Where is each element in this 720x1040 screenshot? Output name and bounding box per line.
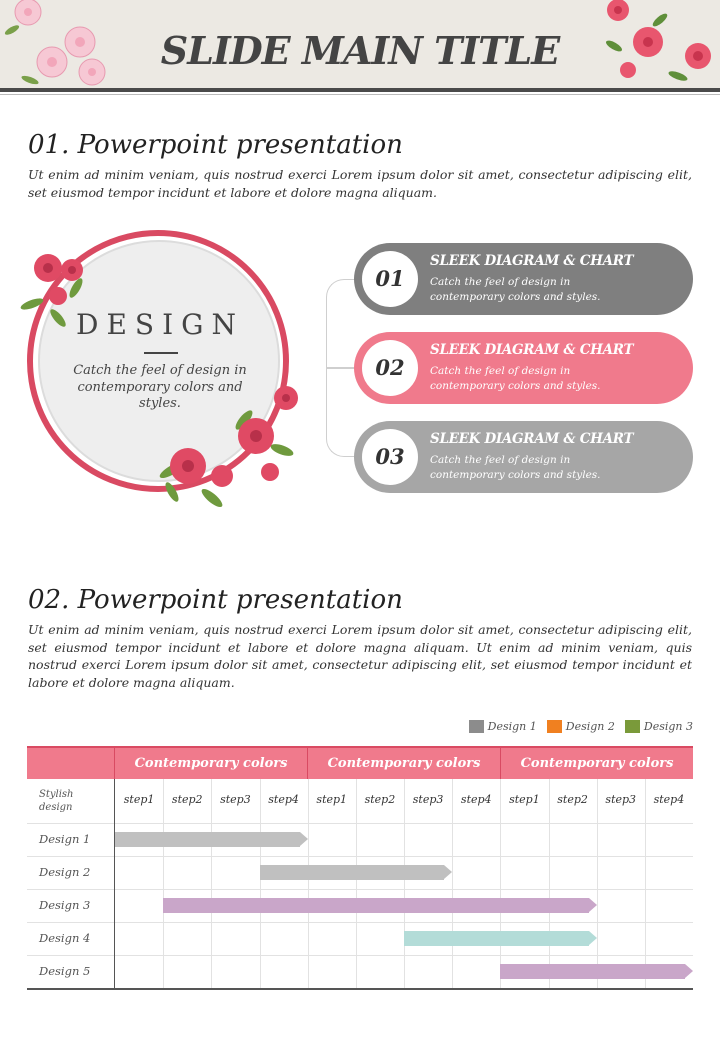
item-number: 01 <box>362 251 418 307</box>
gantt-bar <box>404 931 589 946</box>
section2-body: Ut enim ad minim veniam, quis nostrud exerci Lorem ipsum dolor sit amet, consectetur adipiscing elit, set eiusmod tempor incidunt et labore et dolore magna aliquam. Ut enim ad minim veniam, quis nostrud exerci Lorem ipsum dolor sit amet, consectetur adipiscing elit, set eiusmod tempor incidunt et labore et dolore magna aliquam. <box>28 622 692 690</box>
gantt-row-label: Design 4 <box>39 931 91 945</box>
design-heading: DESIGN <box>76 308 244 341</box>
gantt-step-label: step2 <box>364 793 396 806</box>
gantt-bar <box>500 964 685 979</box>
design-divider <box>144 352 178 354</box>
gantt-grid-line <box>163 779 164 989</box>
gantt-row-line <box>27 955 693 956</box>
item-number: 02 <box>362 340 418 396</box>
flower-cluster-circle-top <box>18 248 92 328</box>
gantt-group-header: Contemporary colors <box>134 756 288 771</box>
gantt-row-label: Design 5 <box>39 964 91 978</box>
legend-item <box>547 720 615 733</box>
item-pill-01 <box>354 243 693 315</box>
section1-title: 01. Powerpoint presentation <box>28 130 403 160</box>
gantt-step-label: step1 <box>123 793 155 806</box>
section1-body: Ut enim ad minim veniam, quis nostrud exerci Lorem ipsum dolor sit amet, consectetur adipiscing elit, set eiusmod tempor incidunt et labore et dolore magna aliquam. <box>28 167 692 200</box>
gantt-step-label: step1 <box>509 793 540 806</box>
gantt-grid-line <box>452 779 453 989</box>
gantt-bar <box>163 898 589 913</box>
gantt-header-divider <box>500 748 501 779</box>
gantt-header-divider <box>307 748 308 779</box>
gantt-bottom-rule <box>27 988 693 990</box>
gantt-step-label: step4 <box>460 793 492 806</box>
gantt-grid-line <box>500 779 501 989</box>
legend-label: Design 3 <box>643 720 693 733</box>
item-description: Catch the feel of design in contemporary colors and styles. <box>430 276 601 303</box>
gantt-grid-line <box>308 779 309 989</box>
flower-cluster-circle-bottom <box>152 380 302 510</box>
gantt-step-label: step4 <box>268 793 299 806</box>
item-title: SLEEK DIAGRAM & CHART <box>430 253 634 269</box>
gantt-row-line <box>27 823 693 824</box>
design-description: Catch the feel of design in contemporary colors and styles. <box>73 363 247 411</box>
gantt-grid-line <box>211 779 212 989</box>
gantt-row-label: Design 3 <box>39 898 91 912</box>
gantt-grid-line <box>260 779 261 989</box>
gantt-row-line <box>27 889 693 890</box>
gantt-step-label: step2 <box>557 793 588 806</box>
gantt-grid-line <box>597 779 598 989</box>
legend-label: Design 1 <box>487 720 537 733</box>
gantt-bar <box>260 865 445 880</box>
gantt-step-label: step3 <box>220 793 251 806</box>
gantt-group-header: Contemporary colors <box>520 756 674 771</box>
gantt-grid-line <box>356 779 357 989</box>
legend-item <box>625 720 693 733</box>
gantt-legend <box>469 720 693 733</box>
item-pill-03 <box>354 421 693 493</box>
gantt-step-label: step4 <box>653 793 685 806</box>
item-description: Catch the feel of design in contemporary colors and styles. <box>430 365 601 392</box>
gantt-row-line <box>27 922 693 923</box>
gantt-step-label: step3 <box>412 793 444 806</box>
legend-item <box>469 720 537 733</box>
slide-main-title: SLIDE MAIN TITLE <box>160 28 560 73</box>
item-number: 03 <box>362 429 418 485</box>
gantt-row-line <box>27 856 693 857</box>
gantt-row-label: Design 1 <box>39 832 91 846</box>
connector-mid <box>326 367 356 369</box>
item-description: Catch the feel of design in contemporary colors and styles. <box>430 454 601 481</box>
gantt-label-divider <box>114 779 115 989</box>
gantt-group-header: Contemporary colors <box>327 756 481 771</box>
header-rule-thin <box>0 94 720 95</box>
item-title: SLEEK DIAGRAM & CHART <box>430 342 634 358</box>
gantt-bar <box>115 832 300 847</box>
legend-swatch <box>469 720 484 733</box>
gantt-header-divider <box>114 748 115 779</box>
gantt-grid-line <box>645 779 646 989</box>
gantt-step-label: step3 <box>605 793 637 806</box>
legend-swatch <box>547 720 562 733</box>
legend-swatch <box>625 720 640 733</box>
section2-title: 02. Powerpoint presentation <box>28 585 403 615</box>
gantt-row-label: Design 2 <box>39 865 91 879</box>
item-pill-02 <box>354 332 693 404</box>
gantt-corner-label: Stylish design <box>39 789 74 813</box>
item-title: SLEEK DIAGRAM & CHART <box>430 431 634 447</box>
gantt-step-label: step2 <box>171 793 203 806</box>
gantt-grid-line <box>404 779 405 989</box>
gantt-grid-line <box>549 779 550 989</box>
legend-label: Design 2 <box>565 720 615 733</box>
gantt-step-label: step1 <box>316 793 348 806</box>
